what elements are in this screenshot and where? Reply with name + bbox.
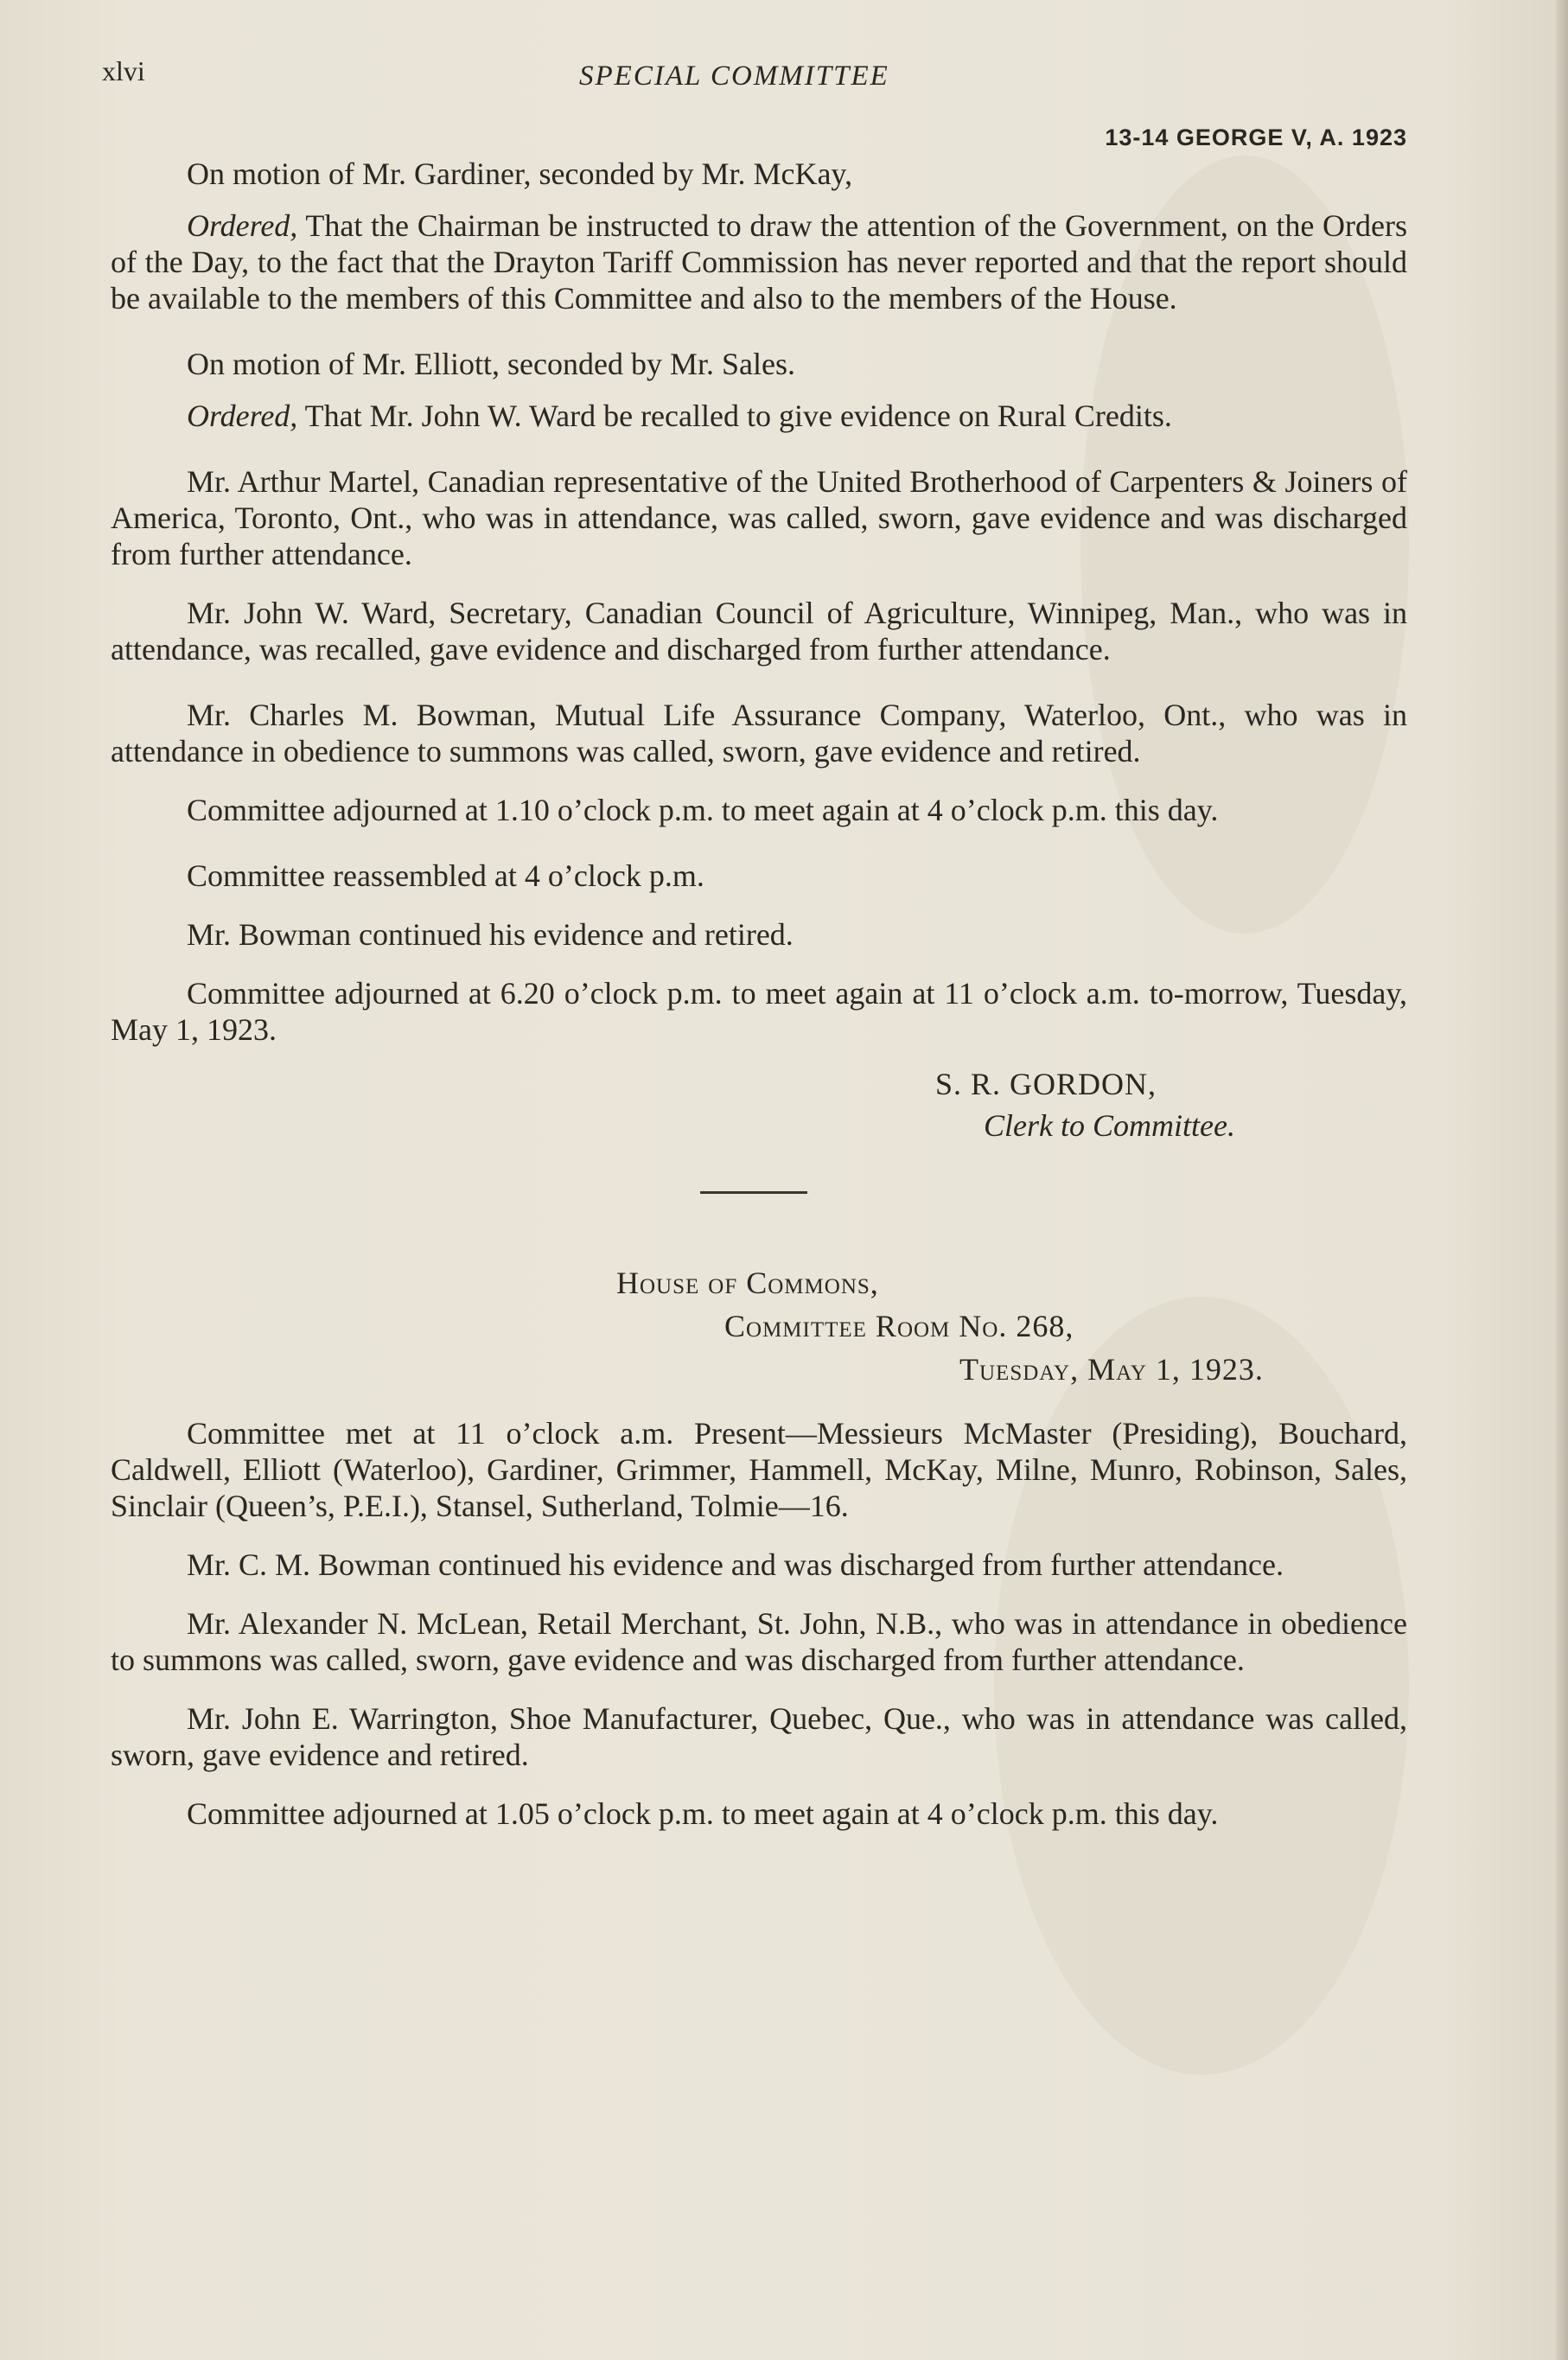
ordered-lead: Ordered,	[187, 208, 298, 243]
paragraph-bowman: Mr. Charles M. Bowman, Mutual Life Assurance Company, Waterloo, Ont., who was in attendance in obedience to summons was called, sworn, gave evidence and retired.	[111, 698, 1407, 769]
session-line: 13-14 GEORGE V, A. 1923	[1105, 124, 1407, 150]
section-divider	[700, 1191, 807, 1194]
paragraph-martel: Mr. Arthur Martel, Canadian representative of the United Brotherhood of Carpenters & Joiners of America, Toronto, Ont., who was in attendance, was called, sworn, gave evidence and was discharged from further attendance.	[111, 464, 1407, 571]
paragraph-adjourned-620: Committee adjourned at 6.20 o’clock p.m. to meet again at 11 o’clock a.m. to-morrow, Tuesday, May 1, 1923.	[111, 976, 1407, 1047]
document-body	[111, 156, 1407, 1854]
paragraph-warrington: Mr. John E. Warrington, Shoe Manufacturer, Quebec, Que., who was in attendance was called, sworn, gave evidence and retired.	[111, 1701, 1407, 1772]
page-header	[102, 55, 1416, 99]
page-number: xlvi	[102, 55, 145, 86]
ordered-text: That the Chairman be instructed to draw the attention of the Government, on the Orders of the Day, to the fact that the Drayton Tariff Commission has never reported and that the report should be available to the members of this Committee and also to the members of the House.	[111, 208, 1407, 316]
heading-room: Committee Room No. 268,	[724, 1309, 1074, 1343]
signature-block	[111, 1063, 1407, 1146]
running-title: SPECIAL COMMITTEE	[579, 61, 889, 92]
paragraph-ordered-drayton	[111, 207, 1407, 316]
paragraph-reassembled: Committee reassembled at 4 o’clock p.m.	[187, 858, 704, 893]
paragraph-bowman-discharged: Mr. C. M. Bowman continued his evidence and was discharged from further attendance.	[187, 1547, 1284, 1582]
heading-date: Tuesday, May 1, 1923.	[959, 1352, 1264, 1387]
paragraph-ward-recalled: Mr. John W. Ward, Secretary, Canadian Council of Agriculture, Winnipeg, Man., who was in attendance, was recalled, gave evidence and discharged from further attendance.	[111, 596, 1407, 667]
paragraph-ordered-ward	[111, 398, 1407, 434]
clerk-title: Clerk to Committee.	[984, 1108, 1235, 1143]
ordered-lead: Ordered,	[187, 399, 298, 433]
ordered-text: That Mr. John W. Ward be recalled to give evidence on Rural Credits.	[297, 399, 1172, 433]
paragraph-bowman-continued: Mr. Bowman continued his evidence and retired.	[187, 917, 794, 952]
paragraph-adjourned-110: Committee adjourned at 1.10 o’clock p.m. to meet again at 4 o’clock p.m. this day.	[187, 793, 1219, 827]
meeting-heading	[111, 1261, 1407, 1391]
paragraph-motion-gardiner: On motion of Mr. Gardiner, seconded by Mr. McKay,	[187, 156, 853, 191]
heading-house: House of Commons,	[616, 1266, 879, 1300]
paragraph-motion-elliott: On motion of Mr. Elliott, seconded by Mr. Sales.	[187, 347, 795, 381]
paragraph-members-present: Committee met at 11 o’clock a.m. Present—Messieurs McMaster (Presiding), Bouchard, Caldwell, Elliott (Waterloo), Gardiner, Grimmer, Hammell, McKay, Milne, Munro, Robinson, Sales, Sinclair (Queen’s, P.E.I.), Stansel, Sutherland, Tolmie—16.	[111, 1416, 1407, 1523]
clerk-name: S. R. GORDON,	[935, 1067, 1157, 1101]
page-edge-shadow	[1556, 0, 1568, 2360]
paragraph-adjourned-105: Committee adjourned at 1.05 o’clock p.m. to meet again at 4 o’clock p.m. this day.	[187, 1796, 1219, 1831]
paragraph-mclean: Mr. Alexander N. McLean, Retail Merchant, St. John, N.B., who was in attendance in obedience to summons was called, sworn, gave evidence and was discharged from further attendance.	[111, 1606, 1407, 1677]
